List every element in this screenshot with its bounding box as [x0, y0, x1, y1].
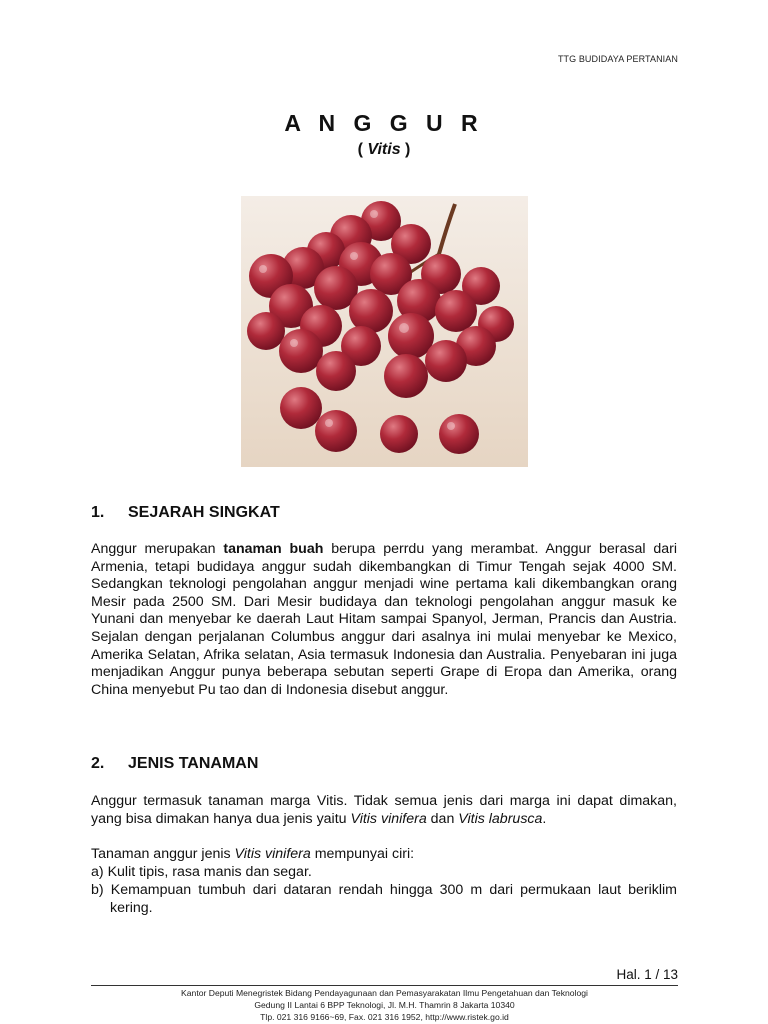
footer-line-office: Kantor Deputi Menegristek Bidang Pendayagunaan dan Pemasyarakatan Ilmu Pengetahuan dan Teknologi	[181, 988, 588, 998]
text-run: mempunyai ciri:	[310, 846, 415, 862]
section-number: 1.	[91, 504, 105, 521]
footer-line-address: Gedung II Lantai 6 BPP Teknologi, Jl. M.H. Thamrin 8 Jakarta 10340	[254, 1000, 515, 1011]
text-run: Anggur termasuk tanaman marga Vitis. Tidak semua jenis dari marga ini dapat dimakan, yang bisa dimakan hanya dua jenis yaitu	[91, 793, 677, 827]
italic-term: Vitis vinifera	[234, 846, 311, 862]
list-item	[91, 882, 677, 917]
text-run: berupa perrdu yang merambat. Anggur berasal dari Armenia, tetapi budidaya anggur sudah dikembangkan di Timur Tengah sejak 4000 SM. Sedangkan teknologi pengolahan anggur menjadi wine pertama kali dikembangkan orang Mesir pada 2500 SM. Dari Mesir budidaya dan teknologi pengolahan anggur masuk ke Yunani dan menyebar ke daerah Laut Hitam sampai Spanyol, Jerman, Prancis dan Austria. Sejalan dengan perjalanan Columbus anggur dari asalnya ini mulai menyebar ke Mexico, Amerika Selatan, Afrika selatan, Asia termasuk Indonesia dan Australia. Penyebaran ini juga menjadikan Anggur punya beberapa sebutan seperti Grape di Eropa dan Amerika, orang China menyebut Pu tao dan di Indonesia disebut anggur.	[91, 541, 677, 698]
text-run: .	[542, 810, 547, 827]
list-item-text: Kulit tipis, rasa manis dan segar.	[107, 864, 312, 880]
page-number: Hal. 1 / 13	[616, 967, 678, 982]
subtitle-open: (	[357, 141, 368, 158]
footer	[91, 987, 678, 1024]
text-run: dan	[426, 810, 459, 827]
list-marker: b)	[91, 882, 104, 898]
section-heading-sejarah	[91, 504, 280, 522]
list-item	[91, 864, 677, 882]
document-category-label: TTG BUDIDAYA PERTANIAN	[557, 54, 678, 64]
grape-bunch-photo	[241, 196, 528, 467]
list-marker: a)	[91, 864, 104, 880]
italic-term: Vitis labrusca	[458, 810, 543, 827]
section-title: JENIS TANAMAN	[128, 755, 259, 772]
grape-illustration	[241, 196, 528, 467]
bold-term: tanaman buah	[223, 541, 324, 557]
species-paragraph	[91, 793, 677, 828]
history-paragraph	[91, 541, 677, 699]
section-heading-jenis	[91, 755, 258, 773]
subtitle-latin-name: Vitis	[367, 141, 401, 158]
text-run: Anggur merupakan	[91, 541, 224, 557]
subtitle-close: )	[400, 141, 411, 158]
footer-line-contact: Tlp. 021 316 9166~69, Fax. 021 316 1952, http://www.ristek.go.id	[260, 1012, 509, 1023]
characteristics-intro	[91, 846, 677, 864]
italic-term: Vitis vinifera	[350, 810, 427, 827]
text-run: Tanaman anggur jenis	[91, 846, 235, 862]
list-item-text: Kemampuan tumbuh dari dataran rendah hingga 300 m dari permukaan laut beriklim kering.	[110, 882, 677, 916]
section-number: 2.	[91, 755, 105, 772]
footer-divider	[91, 985, 678, 986]
section-title: SEJARAH SINGKAT	[128, 504, 280, 521]
latin-name-subtitle	[0, 141, 768, 159]
page-title: A N G G U R	[284, 110, 484, 136]
